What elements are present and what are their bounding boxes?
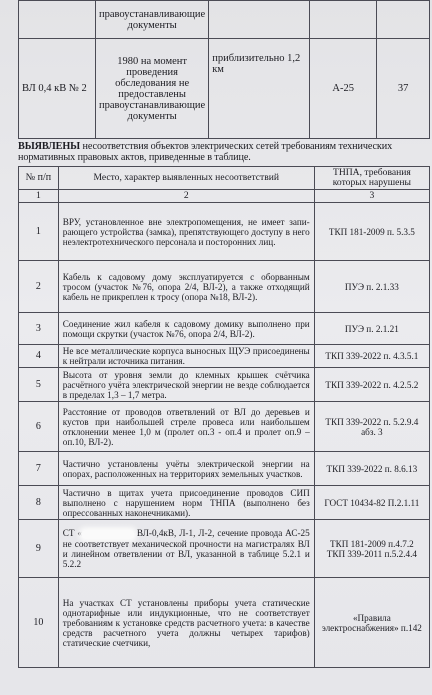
colnum-3: 3 [314,190,429,203]
table-row [19,452,430,486]
tnpa-line-2: ТКП 339-2011 п.5.2.4.4 [326,548,418,559]
intro-bold: ВЫЯВЛЕНЫ [18,141,81,152]
table-row [19,345,430,368]
row-num: 6 [19,402,59,452]
intro-text: несоответствия объектов электрических сетей требованиям технических нормативных правовых актов, приведенные в таблице. [18,141,393,163]
row-num: 4 [19,345,59,368]
colnum-1: 1 [19,190,59,203]
row-num: 7 [19,452,59,486]
intro-paragraph [18,141,430,163]
row-tnpa: ПУЭ п. 2.1.33 [314,261,429,313]
row-place: Высота от уровня земли до клемных крышек счётчика расчётного учёта электрической энергии не везде соблюдается в пределах 1,3 – 1,7 метра. [58,368,314,402]
pole-count: 37 [377,39,430,139]
row-place: Соединение жил кабеля к садовому домику выполнено при помощи скрутки (участок №76, опора 2/4, ВЛ-2). [58,313,314,345]
table-row [19,520,430,578]
row-place [58,520,314,578]
header-tnpa: ТНПА, требования которых нарушены [314,167,429,190]
row-tnpa: ТКП 339-2022 п. 4.3.5.1 [314,345,429,368]
redaction-blur [82,530,134,539]
row-place: Частично установлены учёты электрической энергии на опорах, расположенных на территориях земельных участков. [58,452,314,486]
row-place: Не все металлические корпуса выносных ЩУЭ присоединены к нейтрали источника питания. [58,345,314,368]
tnpa-line-1: ТКП 181-2009 п.4.7.2 [329,538,414,549]
row-tnpa: ПУЭ п. 2.1.21 [314,313,429,345]
table-row [19,313,430,345]
row-num: 1 [19,203,59,261]
row-num: 8 [19,486,59,520]
line-length: приблизительно 1,2 км [209,39,310,139]
row-tnpa: ТКП 339-2022 п. 4.2.5.2 [314,368,429,402]
header-num: № п/п [19,167,59,190]
row-tnpa [314,520,429,578]
row-b-desc: 1980 на момент проведения обследования не предоставлены правоустанавливающие документы [96,39,209,139]
row-place: На участках СТ установлены приборы учета статические однотарифные или индукционные, что не соответствует требованиям к установке средств расчетного учета: в качестве средств расчетного учета должны четырех тарифов) статические счетчики, [58,578,314,668]
table-row [19,261,430,313]
violations-table [18,166,430,668]
row-tnpa: ГОСТ 10434-82 П.2.1.11 [314,486,429,520]
row-num: 9 [19,520,59,578]
table-row [19,402,430,452]
colnum-2: 2 [58,190,314,203]
wire-type: А-25 [310,39,377,139]
row-num: 2 [19,261,59,313]
row-place-start: СТ « [62,528,82,539]
table-row [19,578,430,668]
row-place: ВРУ, установленное вне электропомещения, не имеет запи-рающего устройства (замка), препятствующего доступу в него неэлектротехнического персонала и посторонних лиц. [58,203,314,261]
row-num: 3 [19,313,59,345]
table-row [19,368,430,402]
table-row [19,203,430,261]
line-name: ВЛ 0,4 кВ № 2 [19,39,96,139]
row-tnpa: ТКП 339-2022 п. 5.2.9.4 абз. 3 [314,402,429,452]
row-tnpa: ТКП 339-2022 п. 8.6.13 [314,452,429,486]
objects-table [18,0,430,139]
row-place: Частично в щитах учета присоединение проводов СИП выполнено с нарушением норм ТНПА (выполнено без опрессованных наконечниками). [58,486,314,520]
row-tnpa: «Правила электроснабжения» п.142 [314,578,429,668]
row-place: Расстояние от проводов ответвлений от ВЛ до деревьев и кустов при наибольшей стреле провеса или наибольшем отклонении менее 1,0 м (пролет оп.3 - оп.4 и пролет оп.9 – оп.10, ВЛ-2). [58,402,314,452]
table-row [19,486,430,520]
header-place: Место, характер выявленных несоответствий [58,167,314,190]
row-a-desc: правоустанавливающие документы [96,1,209,39]
row-tnpa: ТКП 181-2009 п. 5.3.5 [314,203,429,261]
row-place-rest: ВЛ-0,4кВ, Л-1, Л-2, сечение провода АС-25 не соответствует механической прочности на магистралях ВЛ и линейном ответвлении от ВЛ, указанной в таблице 5.2.1 и 5.2.2 [62,528,310,569]
row-num: 5 [19,368,59,402]
row-place: Кабель к садовому дому эксплуатируется с оборванным тросом (участок №76, опора 2/4, ВЛ-2), а также отходящий кабель не прикреплен к тросу (опора №18, ВЛ-2). [58,261,314,313]
row-num: 10 [19,578,59,668]
